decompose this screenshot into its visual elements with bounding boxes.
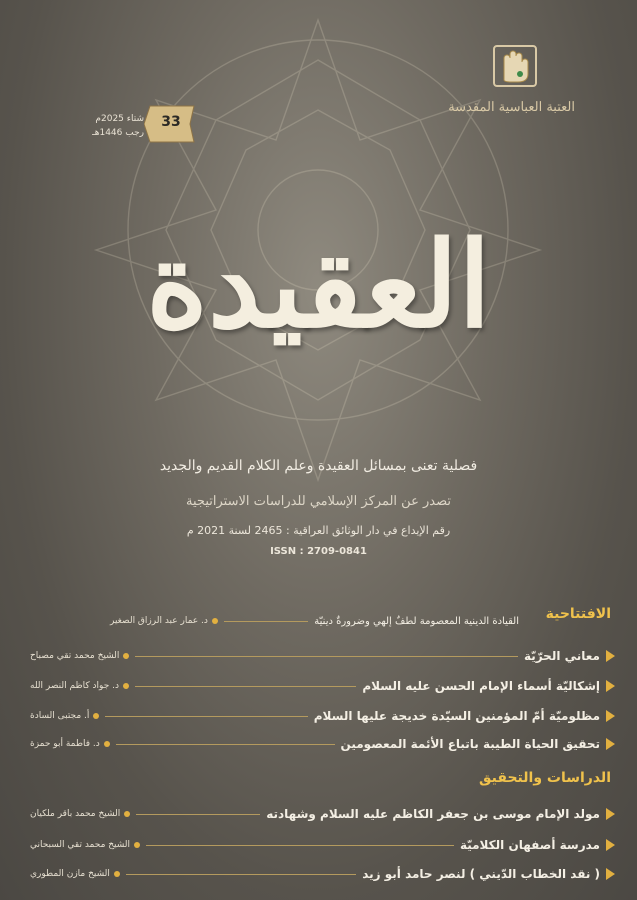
- issue-badge: [58, 104, 198, 144]
- toc-item-title: تحقيق الحياة الطيبة باتباع الأئمة المعصومين: [340, 737, 600, 751]
- toc-item[interactable]: [30, 834, 615, 856]
- journal-subtitle: فصلية تعنى بمسائل العقيدة وعلم الكلام القديم والجديد: [159, 458, 478, 474]
- section-heading-editorial: الافتتاحية: [545, 606, 611, 622]
- toc-item-title: إشكاليّة أسماء الإمام الحسن عليه السلام: [362, 679, 600, 693]
- toc-item-author: د. فاطمة أبو حمزة: [30, 739, 100, 749]
- journal-title: العقيدة: [146, 215, 491, 354]
- toc-item[interactable]: [30, 803, 615, 825]
- toc-divider: [135, 656, 518, 657]
- toc-divider: [135, 686, 356, 687]
- toc-item-title: معاني الحرّيّة: [523, 649, 600, 663]
- toc-item-author: الشيخ محمد تقي مصباح: [30, 651, 120, 661]
- toc-divider: [105, 716, 307, 717]
- arrow-icon: [606, 710, 615, 722]
- bullet-dot-icon: [212, 618, 218, 624]
- section-heading-studies: الدراسات والتحقيق: [479, 770, 611, 786]
- toc-item-title: القيادة الدينية المعصومة لطفٌ إلهي وضرورةٌ دينيّة: [314, 615, 519, 627]
- toc-item-author: الشيخ مازن المطوري: [30, 869, 110, 879]
- toc-item-title: مولد الإمام موسى بن جعفر الكاظم عليه السلام وشهادته: [266, 807, 600, 821]
- arrow-icon: [606, 808, 615, 820]
- issn: ISSN : 2709-0841: [270, 546, 367, 557]
- bullet-dot-icon: [134, 842, 140, 848]
- toc-item[interactable]: [30, 675, 615, 697]
- bullet-dot-icon: [124, 811, 130, 817]
- organization-logo: [448, 40, 575, 115]
- toc-item[interactable]: [30, 705, 615, 727]
- toc-divider: [224, 621, 308, 622]
- bullet-dot-icon: [123, 683, 129, 689]
- issue-hijri-date: رجب 1446هـ: [92, 128, 144, 138]
- deposit-number: رقم الإيداع في دار الوثائق العراقية : 2465 لسنة 2021 م: [186, 524, 451, 537]
- toc-item-author: الشيخ محمد باقر ملكيان: [30, 809, 121, 819]
- bullet-dot-icon: [114, 871, 120, 877]
- bullet-dot-icon: [123, 653, 129, 659]
- arrow-icon: [606, 650, 615, 662]
- issue-season: شتاء 2025م: [95, 114, 144, 124]
- toc-item[interactable]: [110, 610, 519, 632]
- toc-divider: [146, 845, 454, 846]
- toc-divider: [116, 744, 335, 745]
- toc-item[interactable]: [30, 863, 615, 885]
- bullet-dot-icon: [104, 741, 110, 747]
- toc-item-title: مظلوميّة أمّ المؤمنين السيّدة خديجة عليها السلام: [313, 709, 600, 723]
- toc-item-author: د. جواد كاظم النصر الله: [30, 681, 119, 691]
- issue-dates: [74, 112, 144, 140]
- issue-number: 33: [161, 114, 181, 130]
- journal-publisher: تصدر عن المركز الإسلامي للدراسات الاستراتيجية: [186, 494, 451, 509]
- toc-item-author: د. عمار عبد الرزاق الصغير: [110, 616, 208, 626]
- toc-item[interactable]: [30, 733, 615, 755]
- arrow-icon: [606, 868, 615, 880]
- toc-item-author: أ. مجتبى السادة: [30, 711, 90, 721]
- arrow-icon: [606, 839, 615, 851]
- arrow-icon: [606, 738, 615, 750]
- bullet-dot-icon: [93, 713, 99, 719]
- toc-divider: [126, 874, 356, 875]
- toc-item[interactable]: [30, 645, 615, 667]
- hand-emblem-icon: [492, 40, 538, 90]
- toc-item-title: ( نقد الخطاب الدّيني ) لنصر حامد أبو زيد: [362, 867, 600, 881]
- toc-item-author: الشيخ محمد تقي السبحاني: [30, 840, 131, 850]
- toc-divider: [136, 814, 260, 815]
- arrow-icon: [606, 680, 615, 692]
- organization-name: العتبة العباسية المقدسة: [448, 100, 575, 115]
- toc-item-title: مدرسة أصفهان الكلاميّة: [459, 838, 600, 852]
